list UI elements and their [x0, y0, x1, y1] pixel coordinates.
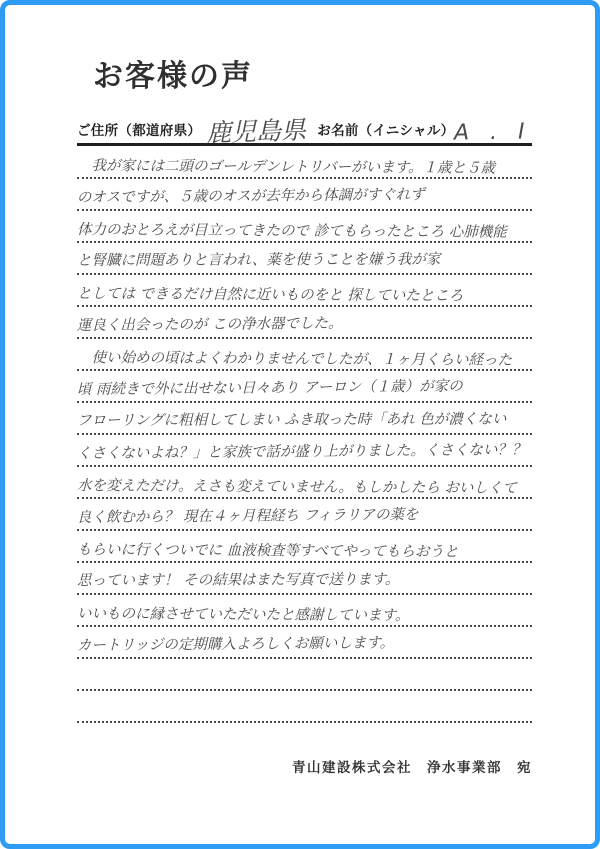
name-handwritten-value: A . I: [454, 119, 533, 146]
ruled-line: [77, 563, 532, 595]
page-title: お客様の声: [93, 59, 253, 94]
ruled-line: [77, 691, 532, 723]
handwritten-line-text: 運良く出会ったのが この浄水器でした。: [76, 315, 343, 334]
handwritten-line-text: カートリッジの定期購入よろしくお願いします。: [76, 634, 395, 654]
ruled-line: [77, 659, 532, 691]
ruled-line: [77, 339, 532, 371]
ruled-line: [77, 243, 532, 275]
name-label: お名前（イニシャル）: [317, 123, 455, 139]
handwritten-line-text: 体力のおとろえが目立ってきたので 診てもらったところ 心肺機能: [77, 221, 507, 241]
handwritten-line-text: のオスですが、５歳のオスが去年から体調がすぐれず: [76, 186, 425, 206]
handwritten-line-text: フローリングに粗相してしまい ふき取った時「あれ 色が濃くない: [76, 411, 507, 429]
ruled-line: [77, 531, 532, 563]
handwritten-line-text: 我が家には二頭のゴールデンレトリバーがいます。１歳と５歳: [77, 157, 496, 177]
handwritten-line-text: もらいに行くついでに 血液検査等すべてやってもらおうと: [77, 541, 459, 560]
handwritten-line-text: 頃 雨続きで外に出せない日々あり アーロン（１歳）が家の: [76, 378, 463, 398]
handwritten-message: [77, 147, 532, 723]
recipient-line: 青山建設株式会社 浄水事業部 宛: [292, 760, 532, 776]
handwritten-line-text: くさくないよね？」と家族で話が盛り上がりました。くさくない？？: [76, 441, 527, 462]
handwritten-line-text: 思っています！ その結果はまた写真で送ります。: [76, 571, 400, 589]
ruled-line: [77, 147, 532, 179]
handwritten-line-text: 使い始めの頃はよくわかりませんでしたが、１ヶ月くらい経った: [77, 349, 513, 369]
ruled-line: [77, 275, 532, 307]
ruled-line: [77, 403, 532, 435]
handwritten-line-text: と腎臓に問題ありと言われ、薬を使うことを嫌う我が家: [76, 251, 441, 269]
address-handwritten-value: 鹿児島県: [205, 115, 307, 148]
handwritten-line-text: 水を変えただけ。えさも変えていません。もしかしたら おいしくて: [77, 477, 518, 497]
form-row: [77, 107, 532, 146]
handwritten-line-text: としては できるだけ自然に近いものをと 探していたところ: [77, 285, 464, 304]
handwritten-line-text: 良く飲むから？ 現在４ヶ月程経ち フィラリアの薬を: [76, 506, 419, 526]
ruled-line: [77, 307, 532, 339]
handwritten-line-text: いいものに縁させていただいたと感謝しています。: [77, 605, 410, 624]
ruled-line: [77, 595, 532, 627]
ruled-line: [77, 435, 532, 467]
ruled-line: [77, 371, 532, 403]
ruled-line: [77, 467, 532, 499]
address-label: ご住所（都道府県）: [77, 123, 202, 139]
ruled-line: [77, 499, 532, 531]
ruled-line: [77, 211, 532, 243]
ruled-line: [77, 627, 532, 659]
ruled-line: [77, 179, 532, 211]
